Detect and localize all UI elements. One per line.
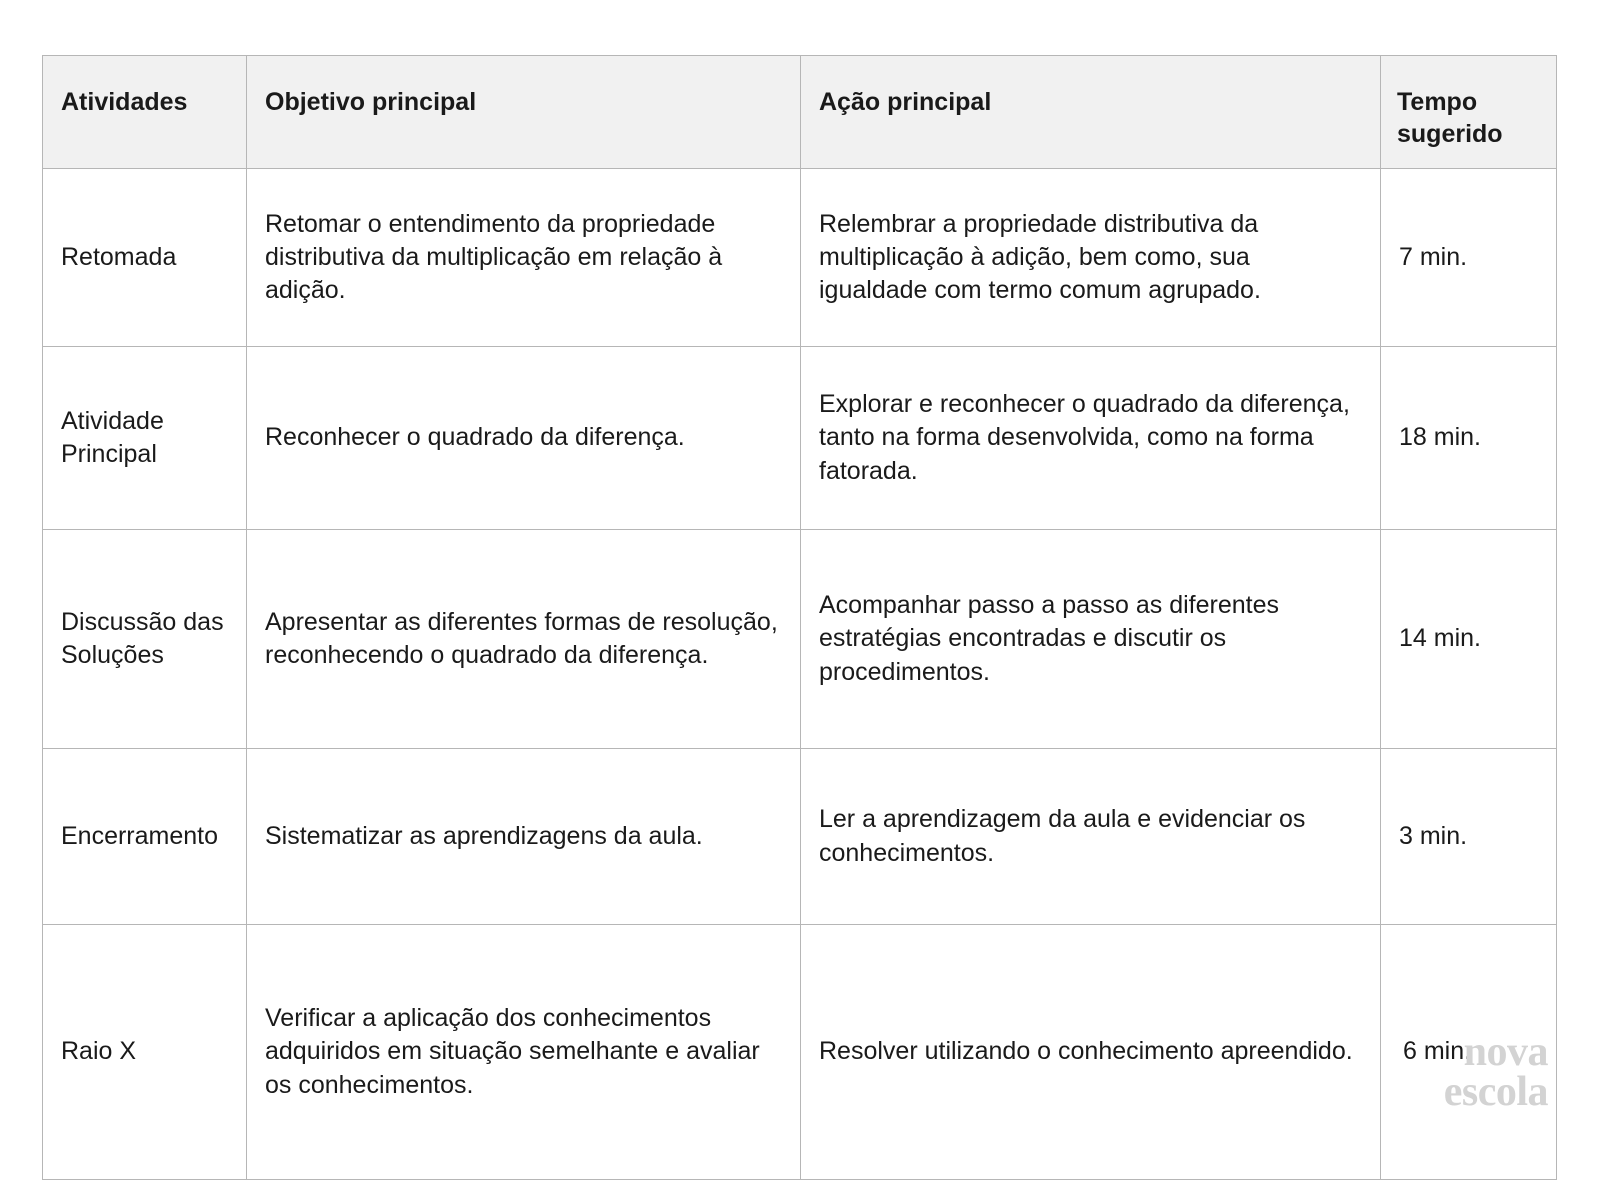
cell-tempo: 14 min. [1381,530,1557,749]
cell-acao: Ler a aprendizagem da aula e evidenciar os conhecimentos. [801,749,1381,925]
table-row [43,169,1557,347]
logo-line-nova: nova [1463,1029,1548,1075]
cell-atividade: Atividade Principal [43,347,247,530]
table-row [43,749,1557,925]
cell-acao: Relembrar a propriedade distributiva da multiplicação à adição, bem como, sua igualdade com termo comum agrupado. [801,169,1381,347]
table-row [43,925,1557,1180]
cell-atividade: Retomada [43,169,247,347]
cell-objetivo: Verificar a aplicação dos conhecimentos adquiridos em situação semelhante e avaliar os conhecimentos. [247,925,801,1180]
table-header-row [43,56,1557,169]
cell-objetivo: Apresentar as diferentes formas de resolução, reconhecendo o quadrado da diferença. [247,530,801,749]
table-header [43,56,1557,169]
column-header-tempo-line1: Tempo [1397,88,1478,116]
cell-atividade: Discussão das Soluções [43,530,247,749]
lesson-plan-table [42,55,1557,1180]
column-header-atividades: Atividades [43,56,247,169]
cell-tempo: 18 min. [1381,347,1557,530]
cell-tempo: 6 min. [1381,925,1557,1180]
cell-objetivo: Sistematizar as aprendizagens da aula. [247,749,801,925]
cell-atividade: Raio X [43,925,247,1180]
column-header-acao-principal: Ação principal [801,56,1381,169]
column-header-tempo-line2: sugerido [1397,120,1503,148]
table-row [43,347,1557,530]
table-row [43,530,1557,749]
column-header-tempo-sugerido [1381,56,1557,169]
logo-line-escola: escola [1443,1069,1548,1116]
cell-acao: Resolver utilizando o conhecimento apreendido. [801,925,1381,1180]
table-body [43,169,1557,1180]
cell-tempo: 3 min. [1381,749,1557,925]
cell-acao: Acompanhar passo a passo as diferentes estratégias encontradas e discutir os procedimentos. [801,530,1381,749]
column-header-objetivo-principal: Objetivo principal [247,56,801,169]
cell-objetivo: Reconhecer o quadrado da diferença. [247,347,801,530]
nova-escola-logo [1378,1029,1548,1116]
cell-tempo: 7 min. [1381,169,1557,347]
cell-objetivo: Retomar o entendimento da propriedade distributiva da multiplicação em relação à adição. [247,169,801,347]
cell-atividade: Encerramento [43,749,247,925]
cell-acao: Explorar e reconhecer o quadrado da diferença, tanto na forma desenvolvida, como na forma fatorada. [801,347,1381,530]
